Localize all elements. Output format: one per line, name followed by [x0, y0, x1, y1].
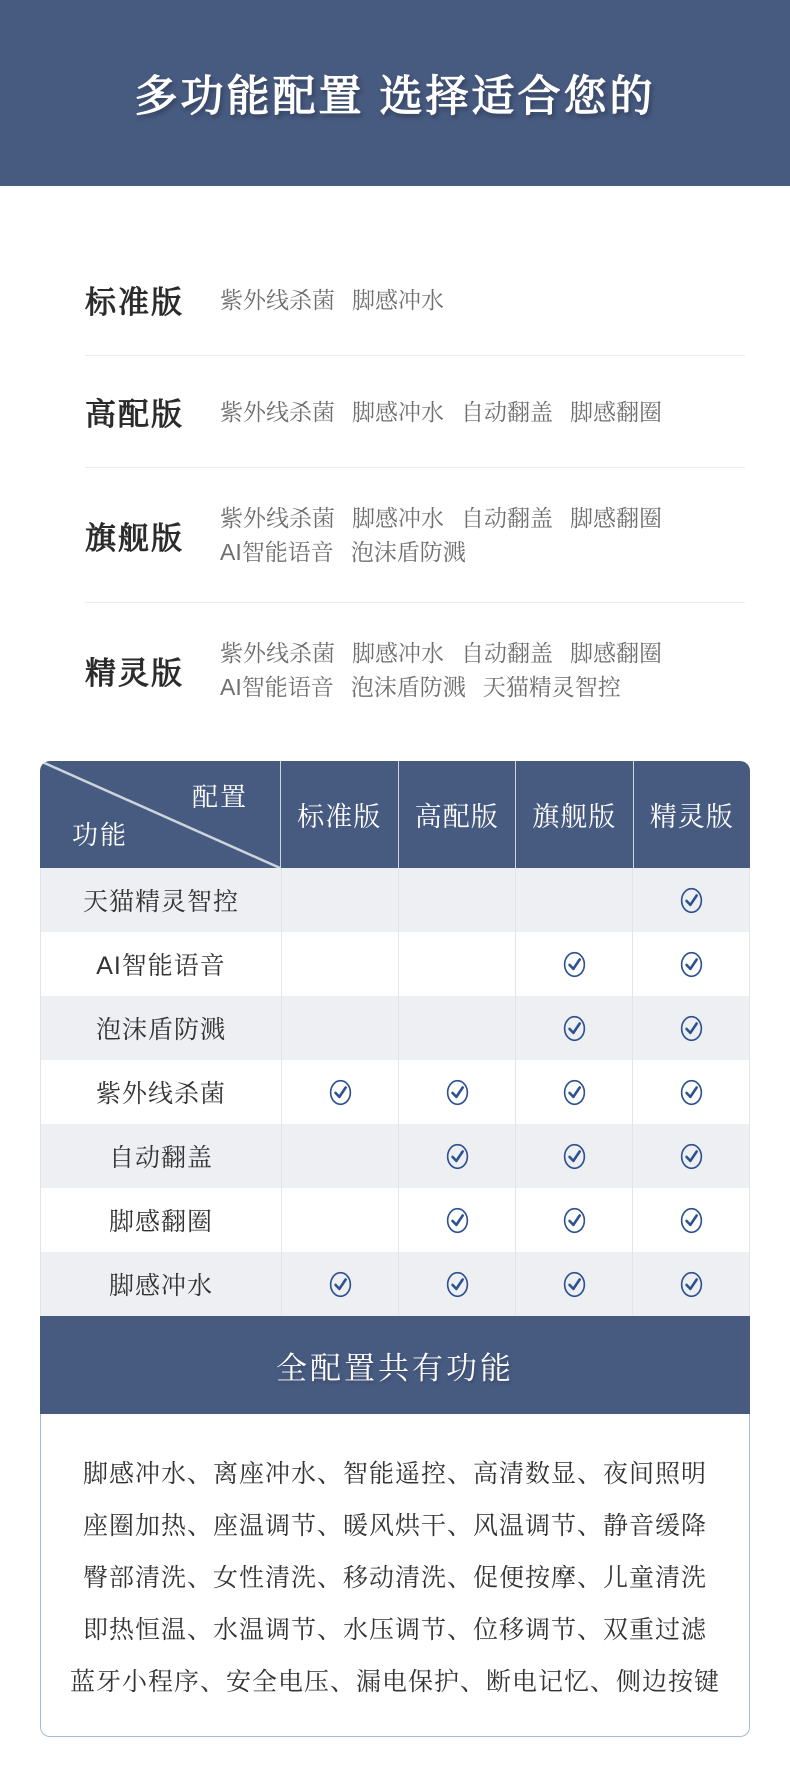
feature-item: 自动翻盖 [461, 640, 553, 666]
empty-cell [281, 868, 398, 932]
version-features [220, 501, 745, 569]
version-list [85, 244, 745, 737]
table-header-row [40, 761, 750, 868]
version-features [220, 283, 745, 317]
empty-cell [398, 996, 515, 1060]
shared-functions-line: 即热恒温、水温调节、水压调节、位移调节、双重过滤 [82, 1616, 707, 1644]
feature-name-cell: 自动翻盖 [108, 1144, 213, 1172]
feature-item: 脚感翻圈 [570, 505, 662, 531]
table-row [41, 996, 749, 1060]
feature-item: 泡沫盾防溅 [350, 539, 466, 565]
check-cell [632, 1188, 749, 1252]
shared-functions-line: 蓝牙小程序、安全电压、漏电保护、断电记忆、侧边按键 [69, 1668, 720, 1696]
feature-item: 天猫精灵智控 [482, 674, 621, 700]
feature-item: 脚感冲水 [352, 286, 444, 313]
check-cell [632, 868, 749, 932]
feature-item: 紫外线杀菌 [220, 286, 335, 313]
check-cell [515, 932, 632, 996]
column-header-旗舰版: 旗舰版 [515, 761, 633, 868]
check-cell [281, 1252, 398, 1316]
check-icon [446, 1271, 469, 1298]
check-cell [632, 1060, 749, 1124]
shared-functions-banner [40, 1316, 750, 1414]
version-name: 精灵版 [85, 655, 184, 691]
shared-functions-box [40, 1414, 750, 1737]
table-body [40, 868, 750, 1316]
corner-cell [40, 761, 280, 868]
check-cell [398, 1124, 515, 1188]
feature-item: AI智能语音 [220, 539, 334, 565]
check-icon [563, 1143, 586, 1170]
hero-banner [0, 0, 790, 186]
column-header-精灵版: 精灵版 [633, 761, 751, 868]
check-cell [398, 1188, 515, 1252]
table-row [41, 932, 749, 996]
check-cell [515, 1188, 632, 1252]
shared-functions-line: 脚感冲水、离座冲水、智能遥控、高清数显、夜间照明 [82, 1460, 707, 1488]
check-cell [515, 1060, 632, 1124]
version-name: 标准版 [85, 285, 184, 320]
version-feature-line [220, 636, 745, 670]
feature-item: 泡沫盾防溅 [350, 674, 466, 700]
feature-item: AI智能语音 [220, 674, 334, 700]
check-icon [563, 1271, 586, 1298]
version-row [85, 603, 745, 737]
feature-item: 紫外线杀菌 [220, 640, 335, 666]
check-icon [446, 1143, 469, 1170]
version-row [85, 356, 745, 468]
empty-cell [515, 868, 632, 932]
page-title: 多功能配置 选择适合您的 [134, 72, 656, 121]
comparison-table [40, 761, 750, 1316]
table-row [41, 868, 749, 932]
version-feature-line [220, 535, 745, 569]
table-row [41, 1252, 749, 1316]
feature-item: 自动翻盖 [461, 505, 553, 531]
check-icon [446, 1207, 469, 1234]
feature-item: 脚感冲水 [352, 398, 444, 425]
version-feature-line [220, 501, 745, 535]
version-feature-line [220, 395, 745, 429]
check-cell [515, 996, 632, 1060]
check-cell [398, 1060, 515, 1124]
version-feature-line [220, 670, 745, 704]
check-icon [680, 1271, 703, 1298]
check-icon [680, 1079, 703, 1106]
check-icon [329, 1079, 352, 1106]
empty-cell [281, 996, 398, 1060]
column-header-高配版: 高配版 [398, 761, 516, 868]
check-cell [632, 996, 749, 1060]
check-cell [632, 1124, 749, 1188]
empty-cell [398, 932, 515, 996]
feature-item: 紫外线杀菌 [220, 398, 335, 425]
version-name: 高配版 [85, 397, 184, 432]
version-feature-line [220, 283, 745, 317]
check-cell [281, 1060, 398, 1124]
empty-cell [398, 868, 515, 932]
feature-name-cell: 脚感翻圈 [108, 1208, 213, 1236]
check-cell [515, 1252, 632, 1316]
check-icon [563, 951, 586, 978]
feature-name-cell: 天猫精灵智控 [82, 888, 239, 916]
table-row [41, 1124, 749, 1188]
feature-name-cell: 泡沫盾防溅 [95, 1016, 226, 1044]
check-icon [329, 1271, 352, 1298]
feature-item: 脚感翻圈 [570, 398, 662, 425]
version-name: 旗舰版 [85, 520, 184, 556]
check-cell [515, 1124, 632, 1188]
check-icon [446, 1079, 469, 1106]
table-row [41, 1060, 749, 1124]
check-icon [563, 1079, 586, 1106]
check-icon [563, 1207, 586, 1234]
shared-banner-label: 全配置共有功能 [276, 1350, 514, 1386]
version-row [85, 244, 745, 356]
corner-label-function: 功能 [72, 820, 129, 850]
check-icon [680, 1143, 703, 1170]
feature-name-cell: AI智能语音 [96, 952, 226, 980]
empty-cell [281, 1124, 398, 1188]
version-features [220, 636, 745, 704]
empty-cell [281, 1188, 398, 1252]
check-icon [680, 887, 703, 914]
check-icon [563, 1015, 586, 1042]
feature-item: 脚感冲水 [352, 505, 444, 531]
feature-name-cell: 脚感冲水 [108, 1272, 213, 1300]
column-header-标准版: 标准版 [280, 761, 398, 868]
check-icon [680, 951, 703, 978]
corner-label-config: 配置 [191, 782, 248, 812]
table-row [41, 1188, 749, 1252]
version-features [220, 395, 745, 429]
shared-functions-line: 座圈加热、座温调节、暖风烘干、风温调节、静音缓降 [82, 1512, 707, 1540]
check-cell [632, 1252, 749, 1316]
empty-cell [281, 932, 398, 996]
shared-functions-line: 臀部清洗、女性清洗、移动清洗、促便按摩、儿童清洗 [82, 1564, 707, 1592]
feature-name-cell: 紫外线杀菌 [95, 1080, 226, 1108]
version-row [85, 468, 745, 603]
feature-item: 自动翻盖 [461, 398, 553, 425]
check-cell [398, 1252, 515, 1316]
feature-item: 脚感冲水 [352, 640, 444, 666]
feature-item: 脚感翻圈 [570, 640, 662, 666]
check-cell [632, 932, 749, 996]
check-icon [680, 1207, 703, 1234]
feature-item: 紫外线杀菌 [220, 505, 335, 531]
check-icon [680, 1015, 703, 1042]
